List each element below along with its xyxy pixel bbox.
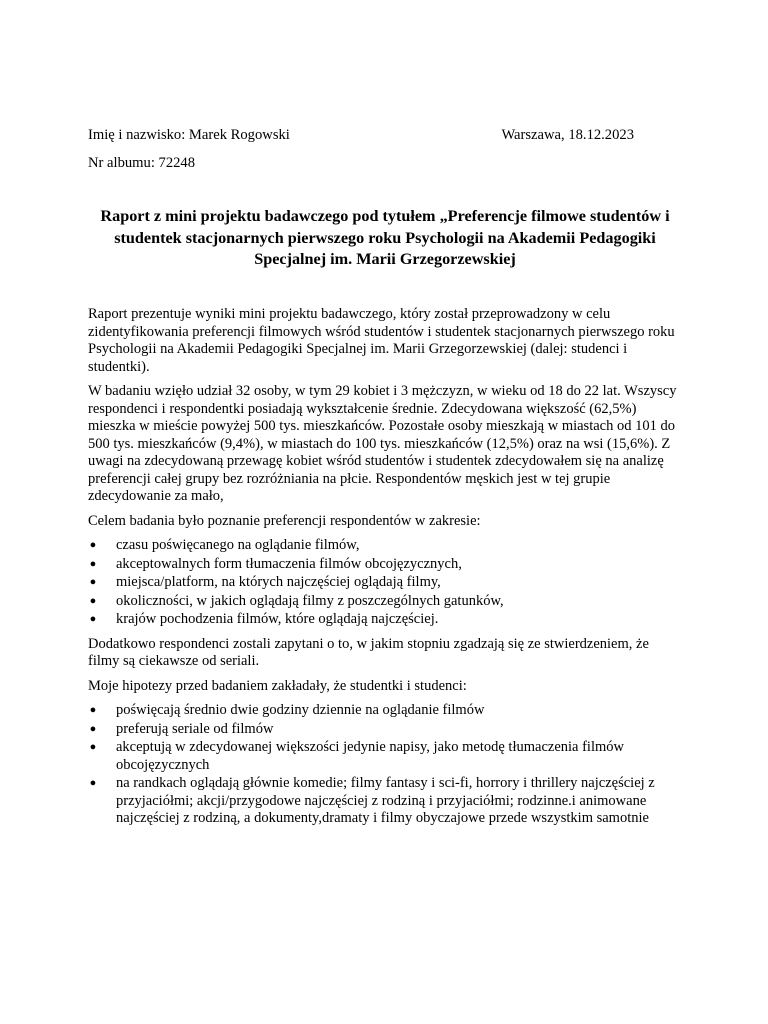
list-item: ● miejsca/platform, na których najczęściej oglądają filmy, — [89, 574, 441, 590]
bullet-icon: ● — [89, 741, 97, 753]
aim-intro-paragraph: Celem badania było poznanie preferencji respondentów w zakresie: — [88, 512, 481, 529]
place-date: Warszawa, 18.12.2023 — [501, 127, 634, 143]
bullet-icon: ● — [89, 539, 97, 551]
album-number: Nr albumu: 72248 — [88, 155, 196, 171]
list-item: ● na randkach oglądają głównie komedie; filmy fantasy i sci-fi, horrory i thrillery najczęściej z przyjaciółmi; akcji/przygodowe najczęściej z rodziną i przyjaciółmi; rodzinne.i animowane najczęściej z rodziną, a dokumenty,dramaty i filmy obyczajowe przede wszystkim samotnie — [89, 775, 655, 826]
list-item: ● akceptowalnych form tłumaczenia filmów obcojęzycznych, — [89, 555, 462, 572]
hypotheses-intro-paragraph: Moje hipotezy przed badaniem zakładały, że studentki i studenci: — [88, 677, 467, 694]
bullet-icon: ● — [89, 704, 97, 716]
student-name: Imię i nazwisko: Marek Rogowski — [88, 127, 290, 143]
sample-paragraph: W badaniu wzięło udział 32 osoby, w tym 29 kobiet i 3 mężczyzn, w wieku od 18 do 22 lat. Wszyscy respondenci i respondentki posiadają wykształcenie średnie. Zdecydowana większość (62,5%) mieszka w mieście powyżej 500 tys. mieszkańców. Pozostałe osoby mieszkają w miastach od 101 do 500 tys. mieszkańców (9,4%), w miastach do 100 tys. mieszkańców (12,5%) oraz na wsi (15,6%). Z uwagi na zdecydowaną przewagę kobiet wśród studentów i studentek zdecydowałem się na analizę preferencji całej grupy bez rozróżniania na płcie. Respondentów męskich jest w tej grupie zdecydowanie za mało, — [88, 383, 677, 504]
bullet-icon: ● — [89, 594, 97, 607]
list-item: ● czasu poświęcanego na oglądanie filmów, — [89, 537, 360, 553]
additional-paragraph: Dodatkowo respondenci zostali zapytani o to, w jakim stopniu zgadzają się ze stwierdzeniem, że filmy są ciekawsze od seriali. — [88, 635, 649, 669]
intro-paragraph: Raport prezentuje wyniki mini projektu badawczego, który został przeprowadzony w celu zidentyfikowania preferencji filmowych wśród studentów i studentek stacjonarnych pierwszego roku Psychologii na Akademii Pedagogiki Specjalnej im. Marii Grzegorzewskiej (dalej: studenci i studentki). — [88, 306, 675, 375]
report-body — [88, 306, 682, 835]
bullet-icon: ● — [89, 613, 97, 625]
report-title: Raport z mini projektu badawczego pod tytułem „Preferencje filmowe studentów i studentek stacjonarnych pierwszego roku Psychologii na Akademii Pedagogiki Specjalnej im. Marii Grzegorzewskiej — [100, 207, 670, 268]
bullet-icon: ● — [89, 722, 97, 735]
header-name-row — [88, 127, 634, 144]
list-item: ● akceptują w zdecydowanej większości jedynie napisy, jako metodę tłumaczenia filmów obcojęzycznych — [89, 739, 624, 773]
bullet-icon: ● — [89, 576, 97, 588]
aims-list — [88, 537, 682, 629]
hypotheses-list — [88, 702, 682, 828]
list-item: ● krajów pochodzenia filmów, które oglądają najczęściej. — [89, 611, 439, 627]
list-item: ● poświęcają średnio dwie godziny dziennie na oglądanie filmów — [89, 702, 485, 718]
bullet-icon: ● — [89, 557, 97, 570]
header-album-row — [88, 155, 634, 172]
bullet-icon: ● — [89, 777, 97, 789]
list-item: ● preferują seriale od filmów — [89, 720, 274, 737]
list-item: ● okoliczności, w jakich oglądają filmy z poszczególnych gatunków, — [89, 592, 504, 609]
